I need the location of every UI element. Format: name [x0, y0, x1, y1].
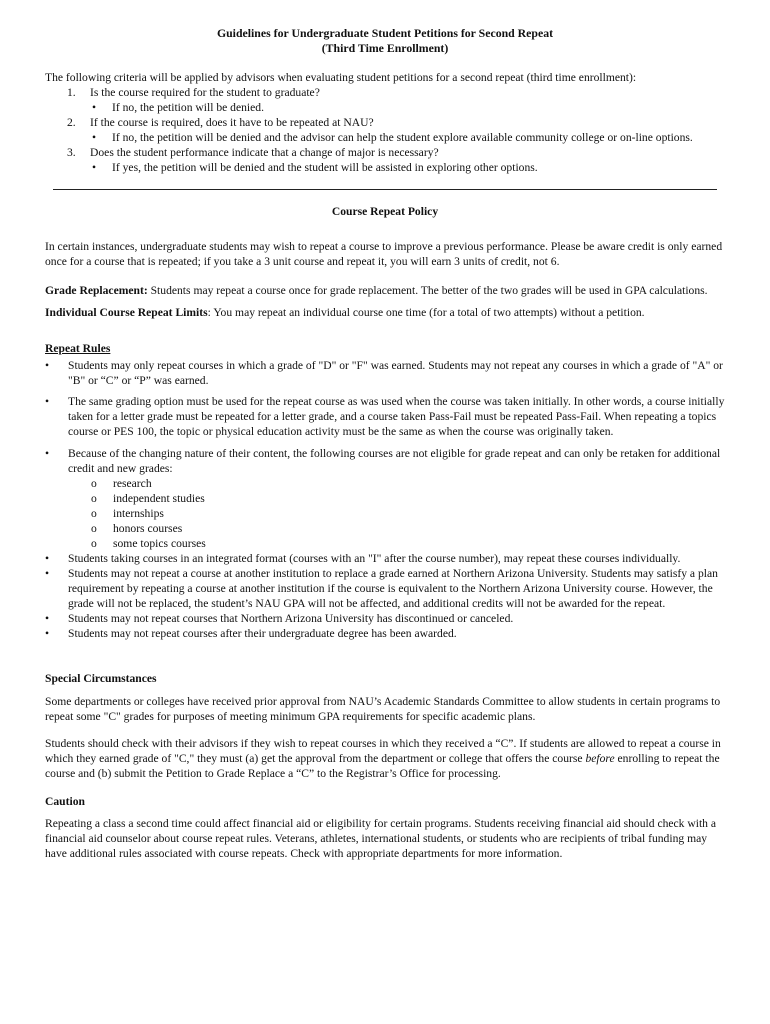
special-para-2	[45, 736, 725, 781]
title-line-1: Guidelines for Undergraduate Student Petitions for Second Repeat	[216, 26, 554, 40]
bullet-dot: •	[45, 395, 50, 408]
bullet-dot: •	[45, 612, 50, 625]
ineligible-course-text: independent studies	[113, 492, 205, 505]
criteria-question: If the course is required, does it have to be repeated at NAU?	[90, 116, 374, 129]
repeat-rule-text: The same grading option must be used for the repeat course as was used when the course was taken initially. In other words, a course initially taken for a letter grade must be repeated for a letter grade, and a course taken Pass-Fail must be repeated Pass-Fail. When repeating a topics course or PES 100, the topic or physical education activity must be the same as when the course was originally taken.	[68, 395, 725, 438]
criteria-item-3	[45, 145, 725, 160]
criteria-sub-item	[45, 160, 725, 175]
grade-replacement-text: Students may repeat a course once for grade replacement. The better of the two grades will be used in GPA calculations.	[147, 284, 708, 297]
criteria-sub-item	[45, 100, 725, 115]
ineligible-course-text: internships	[113, 507, 164, 520]
repeat-rule-3	[45, 446, 725, 551]
bullet-dot: •	[45, 552, 50, 565]
criteria-number: 3.	[67, 146, 76, 159]
criteria-sub-text: If no, the petition will be denied.	[112, 101, 264, 114]
caution-paragraph: Repeating a class a second time could affect financial aid or eligibility for certain programs. Students receiving financial aid should check with a financial aid counselor about course repeat rules. Veterans, athletes, international students, or students who are recipients of tribal funding may have additional rules associated with course repeats. Check with appropriate departments for more information.	[45, 817, 717, 860]
repeat-rules-list	[45, 358, 725, 641]
grade-replacement-paragraph	[45, 283, 725, 298]
criteria-item-2	[45, 115, 725, 130]
criteria-sub-3	[45, 160, 725, 175]
repeat-rule-text: Students taking courses in an integrated format (courses with an "I" after the course number), may repeat these courses individually.	[68, 552, 681, 565]
repeat-rule-text: Students may not repeat courses after their undergraduate degree has been awarded.	[68, 627, 457, 640]
criteria-sub-2	[45, 130, 725, 145]
criteria-intro: The following criteria will be applied by advisors when evaluating student petitions for a second repeat (third time enrollment):	[45, 71, 637, 84]
repeat-rule-text: Because of the changing nature of their content, the following courses are not eligible for grade repeat and can only be retaken for additional credit and new grades:	[68, 447, 721, 475]
repeat-rule-4	[45, 551, 725, 566]
bullet-dot: •	[45, 627, 50, 640]
ineligible-course-text: some topics courses	[113, 537, 206, 550]
ineligible-course-item	[45, 536, 725, 551]
ineligible-course-item	[45, 476, 725, 491]
ineligible-course-item	[45, 491, 725, 506]
circle-bullet: o	[91, 477, 97, 490]
document-page	[45, 26, 725, 861]
special-circumstances-heading: Special Circumstances	[45, 672, 157, 685]
bullet-dot: •	[45, 447, 50, 460]
special-para-2-emphasis: before	[585, 752, 615, 765]
bullet-dot: •	[45, 567, 50, 580]
criteria-number: 1.	[67, 86, 76, 99]
circle-bullet: o	[91, 507, 97, 520]
special-para-1: Some departments or colleges have received prior approval from NAU’s Academic Standards Committee to allow students in certain programs to repeat some "C" grades for purposes of meeting minimum GPA requirements for specific academic plans.	[45, 695, 721, 723]
repeat-limits-text: : You may repeat an individual course one time (for a total of two attempts) without a petition.	[207, 306, 645, 319]
repeat-limits-paragraph	[45, 305, 725, 320]
repeat-rule-1	[45, 358, 725, 388]
circle-bullet: o	[91, 492, 97, 505]
circle-bullet: o	[91, 537, 97, 550]
ineligible-course-text: research	[113, 477, 152, 490]
repeat-rule-2	[45, 394, 725, 439]
criteria-sub-item	[45, 130, 725, 145]
repeat-limits-label: Individual Course Repeat Limits	[45, 306, 208, 319]
bullet-dot: •	[92, 131, 97, 144]
special-para-2-b: enrolling to repeat the course and (b) submit the Petition to Grade Replace a “C” to the Registrar’s Office for processing.	[45, 752, 720, 780]
repeat-rule-5	[45, 566, 725, 611]
grade-replacement-label: Grade Replacement:	[45, 284, 148, 297]
ineligible-course-item	[45, 521, 725, 536]
repeat-rule-text: Students may not repeat courses that Northern Arizona University has discontinued or canceled.	[68, 612, 514, 625]
section-divider	[53, 189, 717, 190]
policy-heading: Course Repeat Policy	[331, 205, 439, 218]
title-line-2: (Third Time Enrollment)	[321, 41, 449, 55]
repeat-rules-heading: Repeat Rules	[45, 342, 111, 355]
criteria-sub-text: If no, the petition will be denied and the advisor can help the student explore available community college or on-line options.	[112, 131, 693, 144]
caution-heading: Caution	[45, 795, 85, 808]
criteria-question: Does the student performance indicate that a change of major is necessary?	[90, 146, 439, 159]
repeat-rule-text: Students may not repeat a course at another institution to replace a grade earned at Northern Arizona University. Students may satisfy a plan requirement by repeating a course at another institution if the course is equivalent to the Northern Arizona University course. However, the grade will not be replaced, the student’s NAU GPA will not be affected, and additional credits will not be awarded for the repeat.	[68, 567, 718, 610]
repeat-rule-text: Students may only repeat courses in which a grade of "D" or "F" was earned. Students may not repeat any courses in which a grade of "A" or "B" or “C” or “P” was earned.	[68, 359, 723, 387]
ineligible-course-list	[45, 476, 725, 551]
repeat-rule-6	[45, 611, 725, 626]
criteria-item-1	[45, 85, 725, 100]
policy-intro: In certain instances, undergraduate students may wish to repeat a course to improve a previous performance. Please be aware credit is only earned once for a course that is repeated; if you take a 3 unit course and repeat it, you will earn 3 units of credit, not 6.	[45, 240, 723, 268]
criteria-question: Is the course required for the student to graduate?	[90, 86, 320, 99]
bullet-dot: •	[92, 161, 97, 174]
circle-bullet: o	[91, 522, 97, 535]
criteria-number: 2.	[67, 116, 76, 129]
ineligible-course-item	[45, 506, 725, 521]
criteria-sub-text: If yes, the petition will be denied and the student will be assisted in exploring other options.	[112, 161, 538, 174]
criteria-list	[45, 85, 725, 175]
repeat-rule-7	[45, 626, 725, 641]
ineligible-course-text: honors courses	[113, 522, 183, 535]
special-para-2-a: Students should check with their advisors if they wish to repeat courses in which they received a “C”. If students are allowed to repeat a course in which they earned grade of "C," they must (a) get the approval from the department or college that offers the course	[45, 737, 721, 765]
document-title	[45, 26, 725, 56]
criteria-sub-1	[45, 100, 725, 115]
bullet-dot: •	[45, 359, 50, 372]
bullet-dot: •	[92, 101, 97, 114]
